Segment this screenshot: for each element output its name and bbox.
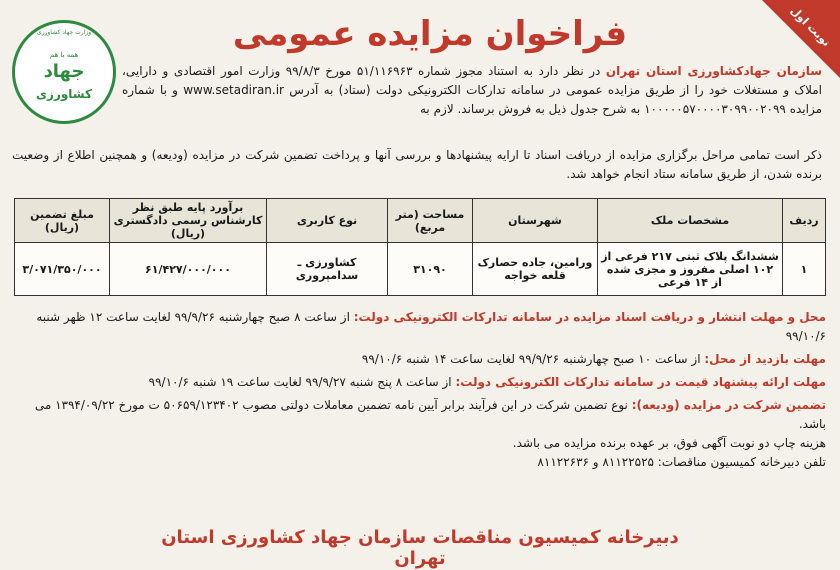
header-usage: نوع کاربری [267, 199, 388, 243]
intro-paragraph-2: ذکر است تمامی مراحل برگزاری مزایده از دریافت اسناد تا ارایه پیشنهادها و بررسی آنها و پرداخت تضمین شرکت در مزایده (ودیعه) و همچنین اطلاع از وضعیت برنده شدن، از طریق سامانه ستاد انجام خواهد شد. [12, 148, 822, 181]
section-guarantee-label: تضمین شرکت در مزایده (ودیعه): [631, 398, 826, 412]
section-visit-text: از ساعت ۱۰ صبح چهارشنبه ۹۹/۹/۲۶ لغایت ساعت ۱۴ شنبه ۹۹/۱۰/۶ [361, 352, 705, 366]
header-guarantee: مبلغ تضمین (ریال) [15, 199, 110, 243]
table-row [15, 243, 826, 296]
section-documents-label: محل و مهلت انتشار و دریافت اسناد مزایده در سامانه تدارکات الکترونیکی دولت: [353, 310, 826, 324]
cell-property-spec: ششدانگ پلاک ثبتی ۲۱۷ فرعی از ۱۰۲ اصلی مفروز و مجزی شده از ۱۴ فرعی [598, 243, 783, 296]
jahad-keshavarzi-logo [12, 20, 116, 124]
section-ad-cost: هزینه چاپ دو نوبت آگهی فوق، بر عهده برنده مزایده می باشد. [512, 436, 826, 450]
cell-area: ۳۱۰۹۰ [388, 243, 473, 296]
intro-text: در نظر دارد به استناد مجوز شماره ۵۱/۱۱۶۹۶۳ مورخ ۹۹/۸/۳ وزارت امور اقتصادی و دارایی، املاک و مستغلات خود را از طریق مزایده عمومی در سامانه تدارکات الکترونیکی دولت (ستاد) به آدرس www.setadiran.ir و با شماره مزایده ۱۰۰۰۰۰۵۷۰۰۰۰۳۰۹۹۰۰۲۰۹۹ به شرح جدول ذیل به فروش برساند. لازم به [122, 64, 822, 116]
section-visit [14, 350, 826, 369]
header-area: مساحت (متر مربع) [388, 199, 473, 243]
logo-arc-text: وزارت جهاد کشاورزی [36, 29, 92, 36]
section-documents [14, 308, 826, 346]
table-header-row [15, 199, 826, 243]
cell-row-number: ۱ [783, 243, 826, 296]
edition-badge-text: نوبت اول [788, 3, 834, 50]
footer-signature: دبیرخانه کمیسیون مناقصات سازمان جهاد کشاورزی استان تهران [161, 527, 679, 569]
header-base-estimate: برآورد پایه طبق نظر کارشناس رسمی دادگستری (ریال) [110, 199, 267, 243]
section-bids-text: از ساعت ۸ پنج شنبه ۹۹/۹/۲۷ لغایت ساعت ۱۹ شنبه ۹۹/۱۰/۶ [148, 375, 456, 389]
notice-sections [14, 308, 826, 472]
section-guarantee [14, 396, 826, 434]
cell-base-estimate: ۶۱/۴۲۷/۰۰۰/۰۰۰ [110, 243, 267, 296]
header-property-spec: مشخصات ملک [598, 199, 783, 243]
logo-main-text: جهاد [43, 61, 85, 82]
notice-title: فراخوان مزایده عمومی [232, 14, 628, 54]
organization-name: سازمان جهادکشاورزی استان تهران [605, 64, 823, 78]
cell-city: ورامین، جاده حصارک قلعه خواجه [473, 243, 598, 296]
section-guarantee-text: نوع تضمین شرکت در این فرآیند برابر آیین نامه تضمین معاملات دولتی مصوب ۵۰۶۵۹/۱۲۳۴۰۲ ت مورخ ۱۳۹۴/۰۹/۲۲ می باشد. [34, 398, 826, 431]
logo-sub-text: کشاورزی [36, 87, 92, 101]
property-table [14, 198, 826, 296]
cell-guarantee: ۳/۰۷۱/۳۵۰/۰۰۰ [15, 243, 110, 296]
header-row-number: ردیف [783, 199, 826, 243]
section-documents-text: از ساعت ۸ صبح چهارشنبه ۹۹/۹/۲۶ لغایت ساعت ۱۲ ظهر شنبه ۹۹/۱۰/۶ [36, 310, 826, 343]
logo-slogan: همه با هم [49, 51, 79, 59]
intro-paragraph [122, 62, 822, 119]
cell-usage: کشاورزی ـ سدامپروری [267, 243, 388, 296]
section-phone: تلفن دبیرخانه کمیسیون مناقصات: ۸۱۱۲۲۵۲۵ و ۸۱۱۲۲۶۳۶ [537, 455, 826, 469]
section-bids-label: مهلت ارائه پیشنهاد قیمت در سامانه تدارکات الکترونیکی دولت: [455, 375, 826, 389]
header-city: شهرستان [473, 199, 598, 243]
section-bids [14, 373, 826, 392]
section-visit-label: مهلت بازدید از محل: [704, 352, 826, 366]
